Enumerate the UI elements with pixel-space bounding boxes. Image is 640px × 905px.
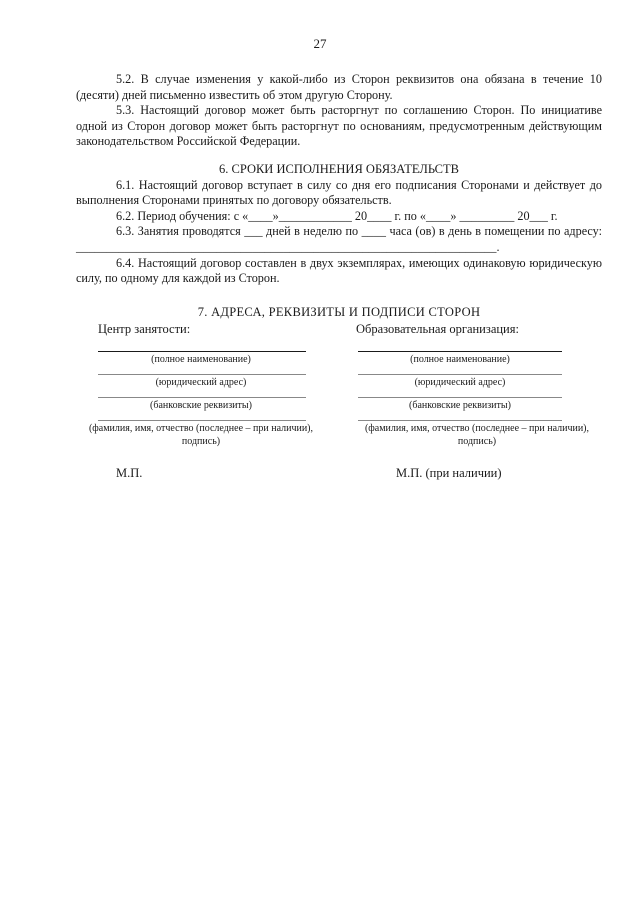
stamp-label: М.П. xyxy=(116,466,143,480)
clause-6-3: 6.3. Занятия проводятся ___ дней в неделю по ____ часа (ов) в день в помещении по адресу: _____________________________________________________________________. xyxy=(76,224,602,254)
clause-6-2: 6.2. Период обучения: с «____»____________ 20____ г. по «____» _________ 20___ г. xyxy=(116,208,558,223)
employment-center-column xyxy=(76,322,326,481)
legal-address-caption: (юридический адрес) xyxy=(414,377,506,388)
clause-5-3: 5.3. Настоящий договор может быть расторгнут по соглашению Сторон. По инициативе одной из Сторон договор может быть расторгнут по основаниям, предусмотренным действующим законодательством Российской Федерации. xyxy=(76,103,602,149)
signature-line xyxy=(358,420,562,421)
full-name-caption: (полное наименование) xyxy=(151,354,251,365)
clause-6-4: 6.4. Настоящий договор составлен в двух экземплярах, имеющих одинаковую юридическую силу, по одному для каждой из Сторон. xyxy=(76,255,602,286)
legal-address-line xyxy=(358,374,562,375)
page-number: 27 xyxy=(313,36,327,51)
clause-5-2: 5.2. В случае изменения у какой-либо из Сторон реквизитов она обязана в течение 10 (десяти) дней письменно известить об этом другую Сторону. xyxy=(76,72,602,102)
stamp-label: М.П. (при наличии) xyxy=(396,466,502,480)
educational-org-column xyxy=(352,322,602,481)
full-name-line xyxy=(98,351,306,352)
full-name-line xyxy=(358,351,562,352)
clause-6-1: 6.1. Настоящий договор вступает в силу со дня его подписания Сторонами и действует до выполнения Сторонами принятых по договору обязательств. xyxy=(76,177,602,208)
employment-center-title: Центр занятости: xyxy=(98,322,191,336)
signature-line xyxy=(98,420,306,421)
section-7-heading: 7. АДРЕСА, РЕКВИЗИТЫ И ПОДПИСИ СТОРОН xyxy=(197,304,481,319)
signature-caption: (фамилия, имя, отчество (последнее – при наличии), подпись) xyxy=(364,423,590,447)
bank-details-line xyxy=(358,397,562,398)
legal-address-caption: (юридический адрес) xyxy=(155,377,247,388)
bank-details-caption: (банковские реквизиты) xyxy=(409,400,511,411)
contract-body xyxy=(76,72,602,320)
bank-details-caption: (банковские реквизиты) xyxy=(150,400,252,411)
signature-block xyxy=(76,322,602,502)
section-6-heading: 6. СРОКИ ИСПОЛНЕНИЯ ОБЯЗАТЕЛЬСТВ xyxy=(219,161,459,176)
bank-details-line xyxy=(98,397,306,398)
educational-org-title: Образовательная организация: xyxy=(356,322,519,336)
signature-caption: (фамилия, имя, отчество (последнее – при наличии), подпись) xyxy=(88,423,314,447)
full-name-caption: (полное наименование) xyxy=(410,354,510,365)
legal-address-line xyxy=(98,374,306,375)
